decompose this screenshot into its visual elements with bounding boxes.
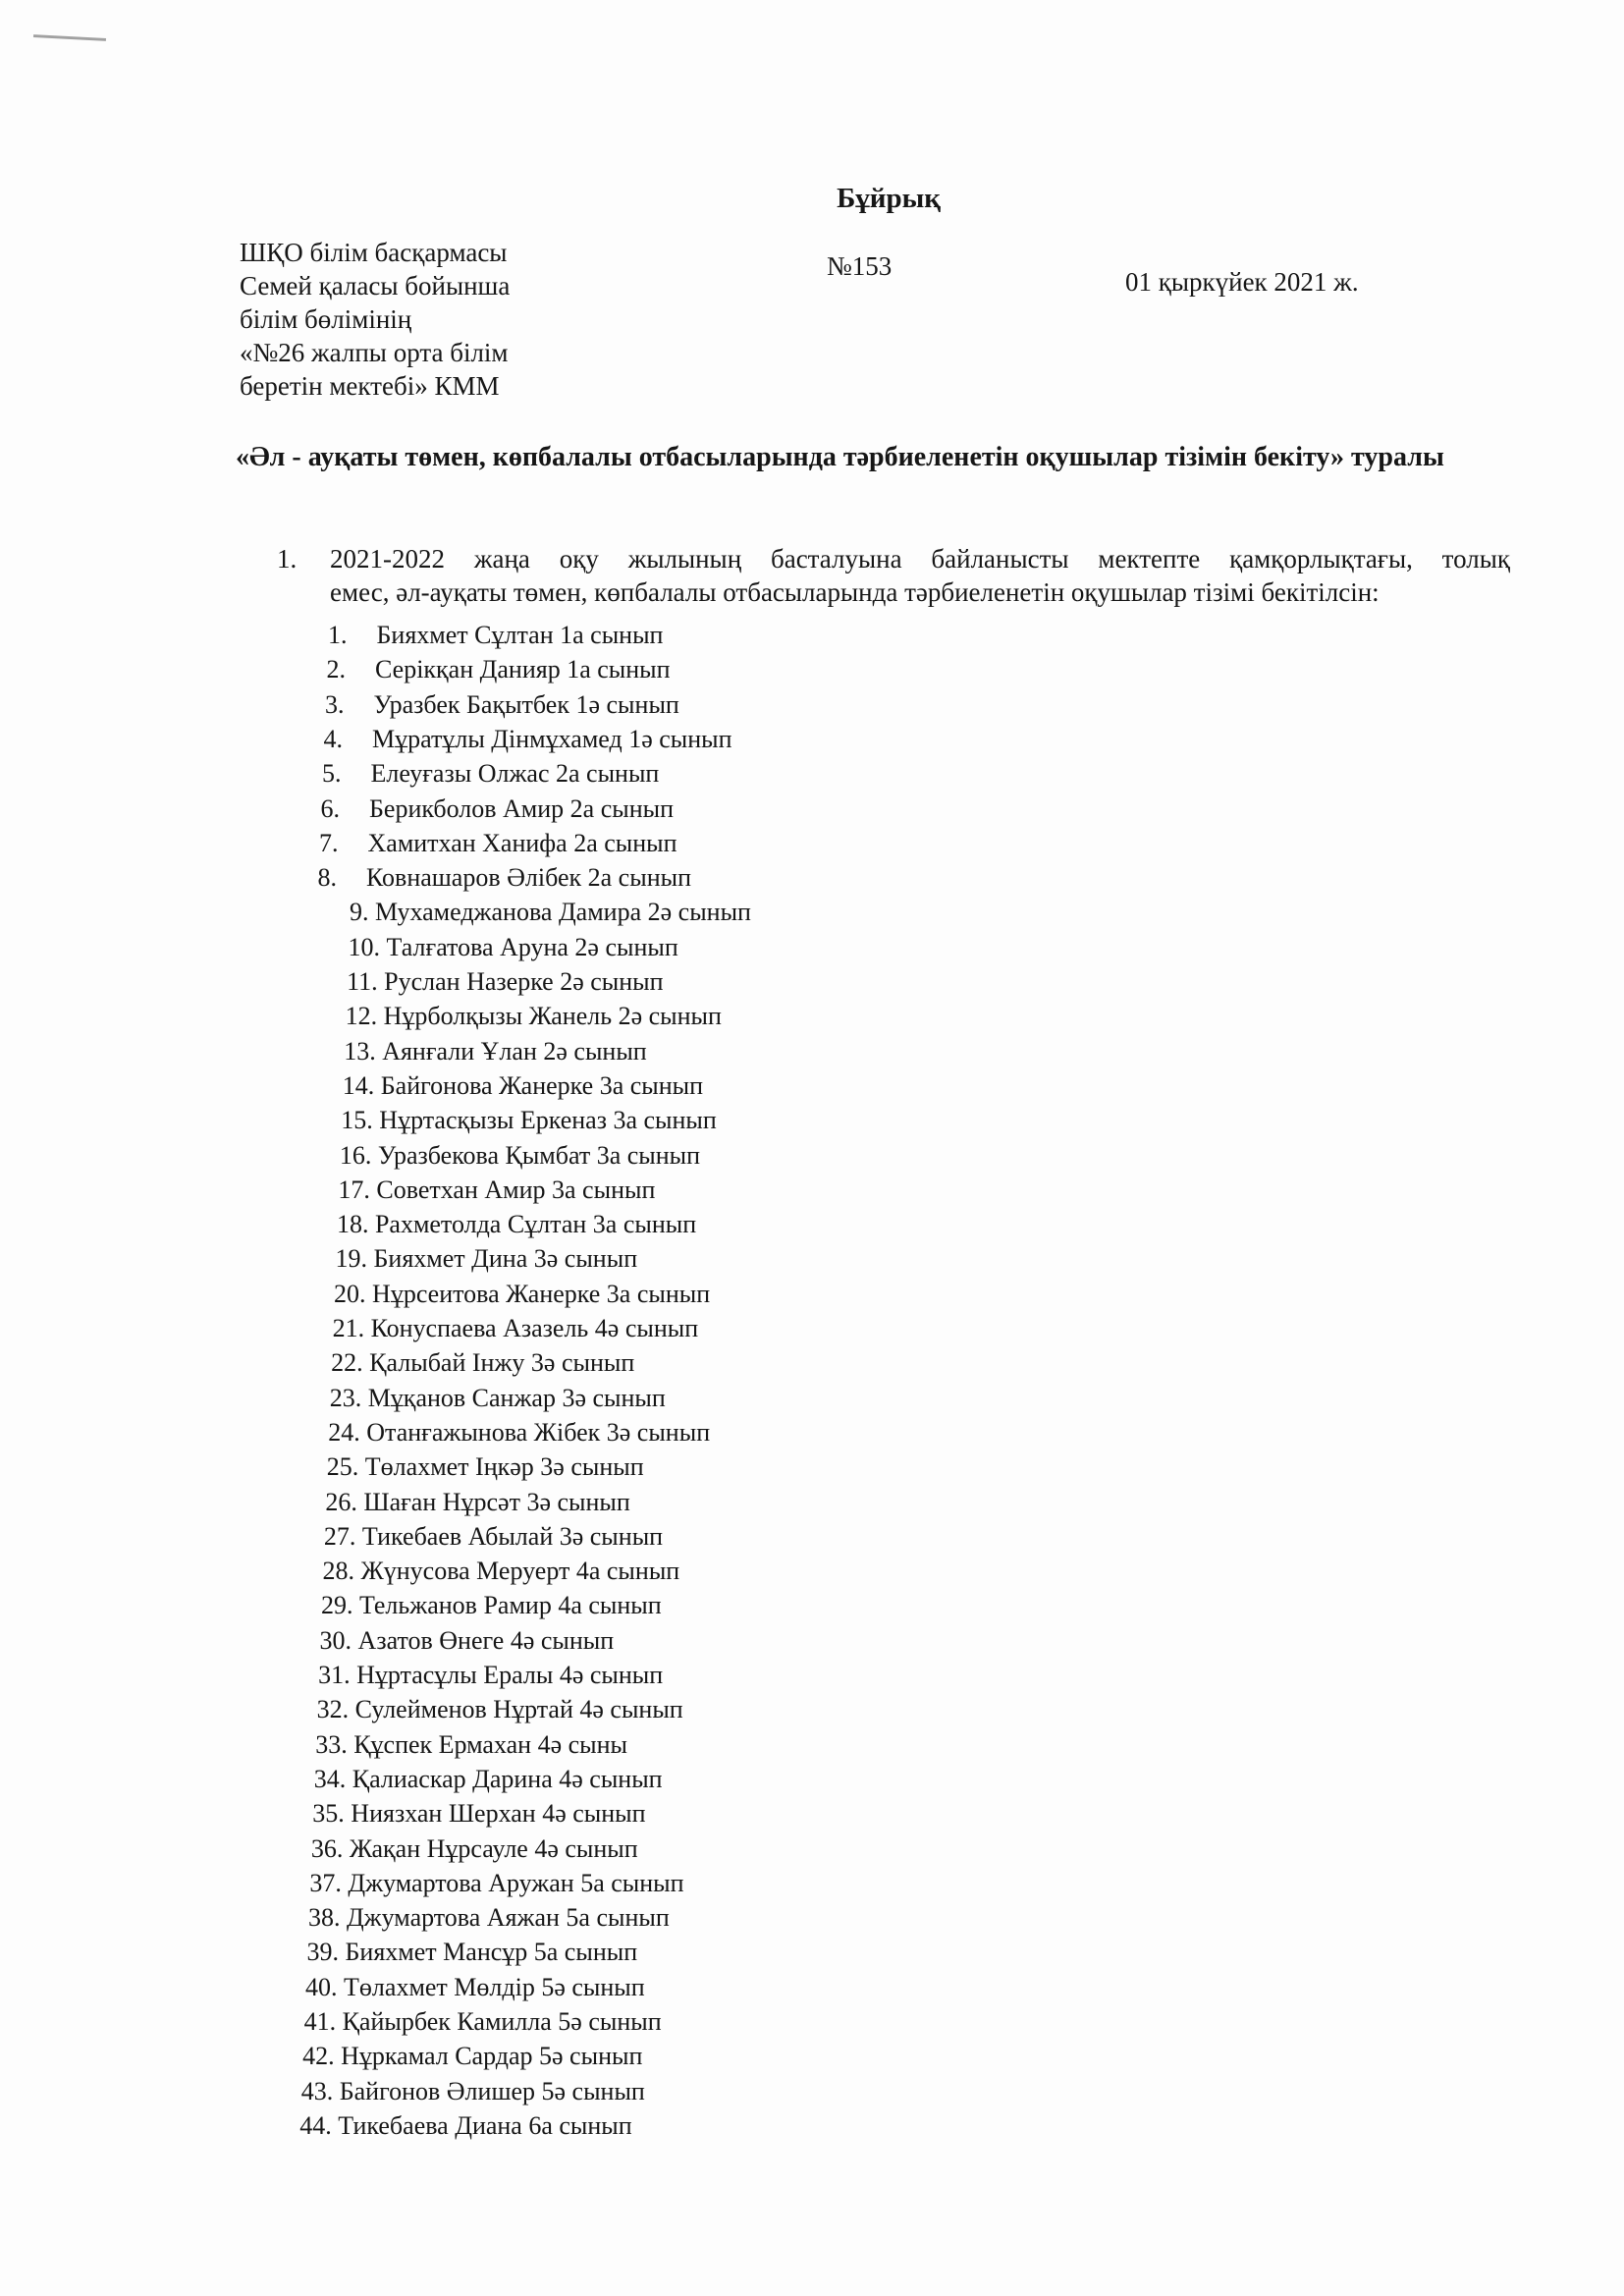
- list-item: [330, 1384, 666, 1413]
- list-item: [324, 1522, 663, 1552]
- list-item-text: Тельжанов Рамир 4а сынып: [359, 1591, 662, 1620]
- list-item: [331, 1348, 634, 1378]
- list-item-text: Құспек Ермахан 4ә сыны: [353, 1729, 628, 1759]
- list-item: [301, 2077, 645, 2106]
- list-item-text: Елеуғазы Олжас 2а сынып: [370, 759, 660, 789]
- list-item: [333, 1314, 699, 1343]
- paragraph-line: емес, әл-ауқаты төмен, көпбалалы отбасыларында тәрбиеленетін оқушылар тізімі бекітілсін:: [330, 577, 1380, 607]
- list-item-number: 14.: [342, 1070, 375, 1100]
- list-item: [349, 933, 678, 962]
- list-item: [320, 1626, 615, 1656]
- list-item-text: Нұрсеитова Жанерке 3а сынып: [372, 1279, 711, 1308]
- list-item-text: Нұркамал Сардар 5ә сынып: [341, 2042, 643, 2071]
- list-item-text: Джумартова Аружан 5а сынып: [348, 1868, 684, 1897]
- list-item-number: 38.: [307, 1903, 341, 1933]
- list-item-number: 27.: [323, 1521, 356, 1551]
- list-item-number: 44.: [299, 2110, 332, 2140]
- list-item-number: 39.: [306, 1938, 339, 1967]
- list-item-number: 10.: [348, 932, 381, 961]
- list-item-text: Руслан Назерке 2ә сынып: [384, 967, 664, 996]
- list-item-number: 11.: [347, 967, 378, 996]
- list-item-text: Нұртасұлы Ералы 4ә сынып: [356, 1661, 664, 1689]
- list-item-number: 15.: [341, 1106, 373, 1135]
- list-item: [311, 1834, 638, 1864]
- list-item: [328, 621, 663, 650]
- organization-line: беретін мектебі» КММ: [240, 371, 500, 401]
- list-item-number: 25.: [326, 1452, 359, 1482]
- list-item-number: 2.: [326, 655, 346, 684]
- list-item: [346, 1002, 722, 1031]
- list-item: [347, 967, 663, 997]
- list-item-number: 42.: [302, 2042, 335, 2071]
- list-item-text: Бияхмет Дина 3ә сынып: [373, 1244, 638, 1274]
- list-item-number: 43.: [300, 2076, 334, 2105]
- list-item-number: 4.: [323, 724, 343, 753]
- list-item-number: 3.: [325, 689, 345, 719]
- list-item-text: Нұртасқызы Еркеназ 3а сынып: [379, 1106, 717, 1135]
- list-item-number: 37.: [309, 1868, 342, 1897]
- list-item: [317, 1695, 683, 1724]
- list-item: [321, 1591, 662, 1620]
- organization-line: Семей қаласы бойынша: [240, 271, 511, 301]
- list-item: [305, 1973, 645, 2002]
- list-item-text: Рахметолда Сұлтан 3а сынып: [374, 1210, 697, 1239]
- list-item-text: Қайырбек Камилла 5ә сынып: [342, 2007, 662, 2036]
- list-item-number: 29.: [321, 1591, 353, 1620]
- list-item-number: 19.: [335, 1244, 367, 1274]
- list-item-number: 33.: [315, 1729, 348, 1759]
- list-item-number: 31.: [318, 1661, 351, 1689]
- list-item: [302, 2042, 642, 2071]
- list-item: [304, 2007, 662, 2037]
- list-item-text: Уразбек Бақытбек 1ә сынып: [373, 689, 679, 719]
- list-item-text: Қалыбай Інжу 3ә сынып: [369, 1348, 635, 1378]
- list-item: [307, 1938, 638, 1967]
- list-item-text: Аянғали Ұлан 2ә сынып: [382, 1036, 647, 1066]
- list-item-text: Сулейменов Нұртай 4ә сынып: [354, 1695, 683, 1724]
- list-item: [325, 690, 679, 720]
- list-item: [322, 1557, 679, 1586]
- list-item-text: Қалиаскар Дарина 4ә сынып: [352, 1764, 663, 1793]
- list-item: [343, 1071, 703, 1101]
- list-item: [322, 759, 659, 789]
- list-item-number: 20.: [334, 1279, 366, 1308]
- list-item: [328, 1418, 710, 1448]
- list-item-text: Жақан Нұрсауле 4ә сынып: [349, 1833, 638, 1863]
- list-item: [327, 1452, 644, 1482]
- document-title: Бұйрық: [837, 183, 941, 214]
- list-item: [299, 2111, 631, 2141]
- list-item-text: Тикебаева Диана 6а сынып: [338, 2110, 632, 2140]
- list-item-text: Хамитхан Ханифа 2а сынып: [367, 828, 677, 857]
- list-item-text: Төлахмет Іңкәр 3ә сынып: [364, 1452, 644, 1482]
- list-item-text: Бияхмет Сұлтан 1а сынып: [376, 621, 664, 649]
- list-item: [319, 829, 677, 858]
- list-item: [318, 863, 692, 893]
- list-item: [327, 655, 671, 684]
- organization-line: ШҚО білім басқармасы: [240, 238, 508, 267]
- list-item-number: 35.: [312, 1799, 345, 1829]
- list-item: [324, 725, 732, 754]
- list-item-number: 30.: [319, 1625, 352, 1655]
- list-item-text: Азатов Өнеге 4ә сынып: [357, 1625, 615, 1655]
- list-item-text: Советхан Амир 3а сынып: [376, 1175, 656, 1204]
- organization-line: білім бөлімінің: [240, 304, 412, 334]
- list-item-number: 18.: [336, 1210, 369, 1239]
- list-item: [344, 1037, 647, 1066]
- list-item-number: 6.: [320, 793, 340, 823]
- list-item-number: 41.: [303, 2007, 337, 2036]
- list-item-number: 5.: [322, 759, 342, 789]
- list-item-number: 34.: [313, 1764, 347, 1793]
- list-item-number: 36.: [310, 1833, 344, 1863]
- list-item-number: 8.: [317, 863, 337, 893]
- list-item-number: 28.: [322, 1557, 354, 1586]
- list-item-number: 40.: [305, 1972, 338, 2001]
- list-item-number: 12.: [345, 1002, 378, 1031]
- list-item: [336, 1244, 638, 1274]
- list-item-number: 16.: [339, 1140, 372, 1170]
- list-item-number: 1.: [328, 621, 348, 649]
- list-item: [325, 1488, 629, 1517]
- paragraph-number: 1.: [277, 544, 298, 574]
- list-item: [312, 1799, 645, 1829]
- list-item-text: Талғатова Аруна 2ә сынып: [386, 932, 678, 961]
- list-item-text: Уразбекова Қымбат 3а сынып: [377, 1140, 701, 1170]
- list-item: [321, 794, 675, 824]
- list-item-text: Ниязхан Шерхан 4ә сынып: [351, 1799, 646, 1829]
- list-item-number: 32.: [316, 1695, 350, 1724]
- list-item-text: Байгонова Жанерке 3а сынып: [380, 1070, 704, 1100]
- list-item: [334, 1280, 710, 1309]
- list-item-text: Байгонов Әлишер 5ә сынып: [339, 2076, 645, 2105]
- list-item: [309, 1869, 683, 1898]
- list-item-text: Шаған Нұрсәт 3ә сынып: [363, 1487, 630, 1516]
- list-item-number: 22.: [331, 1348, 363, 1378]
- list-item-number: 24.: [328, 1417, 360, 1447]
- organization-line: «№26 жалпы орта білім: [240, 338, 509, 367]
- list-item-number: 23.: [329, 1383, 362, 1412]
- list-item-text: Жүнусова Меруерт 4а сынып: [360, 1557, 680, 1586]
- order-date: 01 қыркүйек 2021 ж.: [1125, 267, 1359, 297]
- list-item: [315, 1730, 627, 1760]
- list-item: [337, 1210, 696, 1239]
- paragraph-line: 2021-2022 жаңа оқу жылының басталуына байланысты мектепте қамқорлықтағы, толық: [330, 544, 1510, 574]
- list-item-text: Төлахмет Мөлдір 5ә сынып: [344, 1972, 645, 2001]
- list-item-text: Ковнашаров Әлібек 2а сынып: [366, 863, 691, 893]
- list-item-number: 9.: [350, 898, 369, 927]
- list-item-number: 21.: [332, 1314, 365, 1342]
- list-item-text: Мұқанов Санжар 3ә сынып: [367, 1383, 666, 1412]
- list-item: [350, 898, 751, 927]
- order-subject: «Әл - ауқаты төмен, көпбалалы отбасыларында тәрбиеленетін оқушылар тізімін бекіту» туралы: [236, 442, 1444, 472]
- list-item-text: Конуспаева Азазель 4ә сынып: [370, 1314, 699, 1342]
- list-item-text: Бияхмет Мансұр 5а сынып: [345, 1938, 638, 1967]
- list-item: [341, 1106, 717, 1135]
- list-item: [318, 1661, 663, 1690]
- order-number: №153: [827, 251, 893, 281]
- list-item-text: Отанғажынова Жібек 3ә сынып: [366, 1417, 711, 1447]
- list-item-text: Серікқан Данияр 1а сынып: [375, 655, 671, 684]
- list-item-number: 17.: [338, 1175, 370, 1204]
- list-item: [314, 1765, 663, 1794]
- list-item-number: 13.: [344, 1036, 376, 1066]
- list-item-number: 7.: [319, 828, 339, 857]
- list-item-text: Берикболов Амир 2а сынып: [369, 793, 674, 823]
- list-item: [308, 1903, 670, 1933]
- list-item: [340, 1141, 700, 1171]
- list-item-text: Джумартова Аяжан 5а сынып: [346, 1903, 670, 1933]
- list-item-text: Мұратұлы Дінмұхамед 1ә сынып: [372, 724, 732, 753]
- list-item-number: 26.: [325, 1487, 357, 1516]
- list-item: [338, 1175, 655, 1205]
- list-item-text: Нұрболқызы Жанель 2ә сынып: [383, 1002, 722, 1031]
- list-item-text: Тикебаев Абылай 3ә сынып: [361, 1521, 664, 1551]
- list-item-text: Мухамеджанова Дамира 2ә сынып: [375, 898, 751, 927]
